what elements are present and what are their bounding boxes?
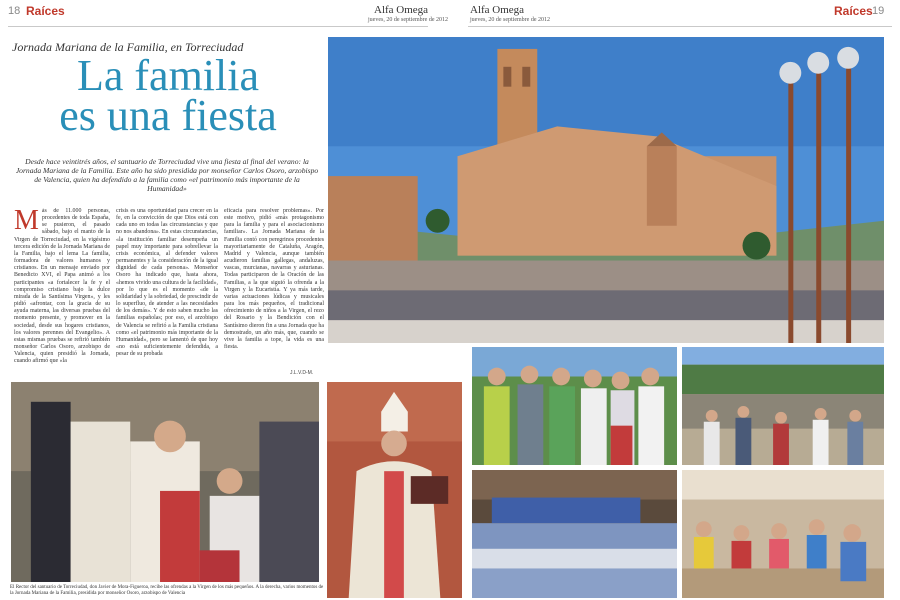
photo-caption: El Rector del santuario de Torreciudad, don Javier de Mora-Figueroa, recibe las ofrendas a la Virgen de los más pequeños. A la derecha, varios momentos de la Jornada Mariana de la Familia, presidida por monseñor Osoro, arzobispo de Valencia xyxy=(10,585,324,596)
sanctuary-crowd-photo xyxy=(327,36,885,344)
header-rule-right xyxy=(468,26,892,27)
article-kicker: Jornada Mariana de la Familia, en Torreciudad xyxy=(12,40,244,54)
article-title-line2: es una fiesta xyxy=(59,91,277,140)
article-signature: J.L.V.D-M. xyxy=(290,370,314,376)
page-number-right: 19 xyxy=(872,5,885,17)
brand-name-left: Alfa Omega xyxy=(374,4,429,16)
article-column-1 xyxy=(14,208,110,372)
header-rule-left xyxy=(8,26,428,27)
drop-cap: M xyxy=(14,208,39,236)
archbishop-photo xyxy=(326,381,463,599)
article-lede: Desde hace veintitrés años, el santuario de Torreciudad vive una fiesta al final del verano: la Jornada Mariana de la Familia. Este año ha sido presidida por monseñor Carlos Osoro, arzobispo de Valencia, quien ha defendido a la familia como «el patrimonio más importante de la Humanidad» xyxy=(15,157,319,193)
rector-children-photo xyxy=(10,381,320,583)
seated-children-photo xyxy=(681,469,885,599)
article-column-3: eficacia para resolver problemas». Por este motivo, pidió «más protagonismo para la familia y para el asociacionismo familiar». La Jornada Mariana de la Familia contó con peregrinos procedentes mayoritariamente de Cataluña, Aragón, Madrid y Valencia, aunque también acudieron familias gallegas, andaluzas, vascas, murcianas, navarras y asturianas. Todas participaron de la Oración de las Familias, a la que siguió la ofrenda a la Virgen y la Eucaristía. Y ya más tarde, varias actuaciones lúdicas y musicales para los más pequeños, el tradicional ofrecimiento de niños a la Virgen, el rezo del Rosario y la Bendición con el Santísimo dieron fin a una Jornada que ha demostrado, un año más, que, cuando se vive la familia a tope, la vida es una fiesta. xyxy=(224,208,324,350)
pilgrims-plaza-photo xyxy=(681,346,885,466)
issue-date-left: jueves, 20 de septiembre de 2012 xyxy=(368,17,448,23)
page-number-left: 18 xyxy=(8,5,21,17)
section-label-left: Raíces xyxy=(26,4,65,18)
section-label-right: Raíces xyxy=(834,4,873,18)
brand-name-right: Alfa Omega xyxy=(470,4,525,16)
article-column-2: crisis es una oportunidad para crecer en la fe, en la convicción de que Dios está con cada uno en todas las circunstancias y que no nos abandona». En estas circunstancias, «la institución familiar desempeña un papel muy importante para sobrellevar la crisis económica, al defender valores permanentes y la consideración de la igual dignidad de cada persona». Monseñor Osoro ha indicado que, hasta ahora, «hemos vivido una cultura de la facilidad», por lo que es el momento «de la solidaridad y la sobriedad, de prescindir de lo superfluo, de atender a las necesidades de los demás». Y de esto saben mucho las familias españolas; por eso, el arzobispo de Valencia se refirió a la Familia cristiana como «el patrimonio más importante de la Humanidad», pero se lamentó de que hoy «no está suficientemente defendida, a pesar de su probada xyxy=(116,208,218,358)
family-group-photo xyxy=(471,346,678,466)
issue-date-right: jueves, 20 de septiembre de 2012 xyxy=(470,17,550,23)
stage-crowd-photo xyxy=(471,469,678,599)
article-title-line1: La familia xyxy=(76,51,259,100)
column-1-text: ás de 11.000 personas, procedentes de toda España, se pusieron, el pasado sábado, bajo el manto de la Virgen de Torreciudad, en la vigésimo tercera edición de la Jornada Mariana de la Familia, bajo el lema La familia, formadora de valores humanos y cristianos. En un mensaje enviado por Benedicto XVI, el Papa animó a los participantes «a fortalecer la fe y el compromiso cristiano bajo la dulce mirada de la Santísima Virgen», y les pidió «afrontar, con la gracia de su ayuda materna, las diversas pruebas del momento presente, y promover en la sociedad, desde sus hogares cristianos, los valores perennes del Evangelio». A estas mismas pruebas se refirió también monseñor Carlos Osoro, arzobispo de Valencia, quien presidió la Jornada, cuando afirmó que «la xyxy=(14,208,110,365)
